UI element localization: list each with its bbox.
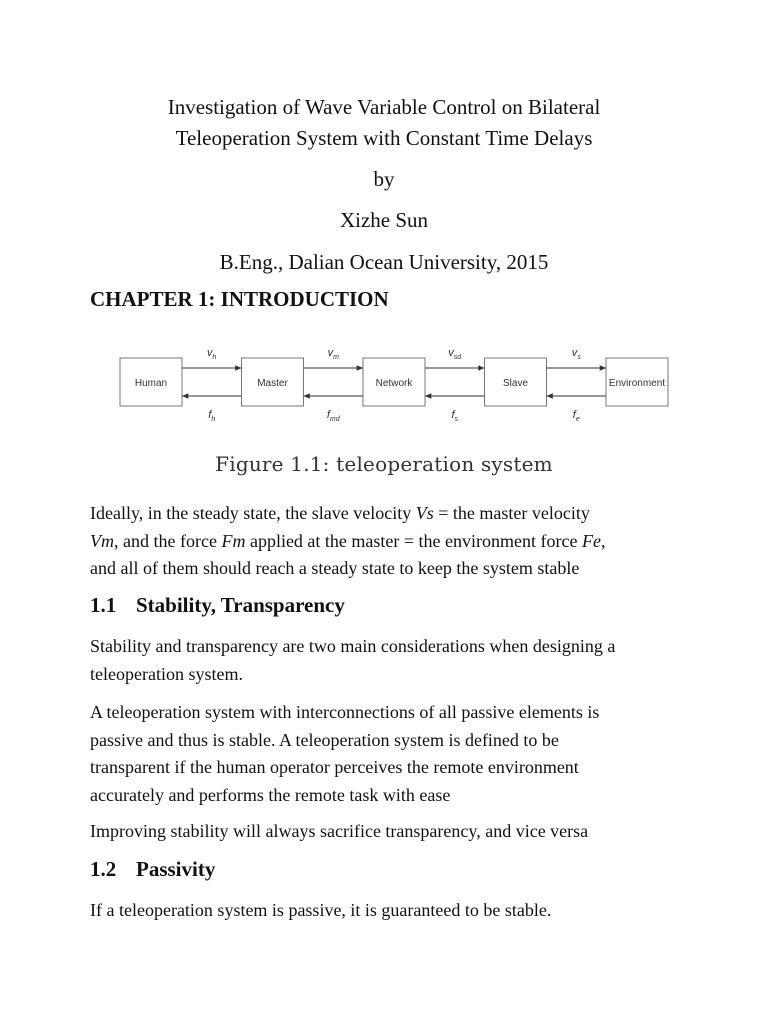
symbol-fm: Fm xyxy=(221,530,246,551)
author-name: Xizhe Sun xyxy=(339,208,429,232)
p2-line-2: teleoperation system. xyxy=(90,663,243,684)
p3-line-2: passive and thus is stable. A teleoperation system is defined to be xyxy=(90,729,559,750)
author-degree: B.Eng., Dalian Ocean University, 2015 xyxy=(219,250,549,274)
signal-label-fmd: $f_{md}$ xyxy=(326,409,340,423)
p5-line-1: If a teleoperation system is passive, it is guaranteed to be stable. xyxy=(90,900,552,920)
by-label: by xyxy=(373,167,395,191)
title-line-1: Investigation of Wave Variable Control on Bilateral xyxy=(167,95,601,119)
block-label-human: Human xyxy=(134,378,168,389)
p3-line-3: transparent if the human operator perceives the remote environment xyxy=(90,757,579,777)
p4-line-1: Improving stability will always sacrifice transparency, and vice versa xyxy=(90,821,589,841)
p1-line-3: and all of them should reach a steady state to keep the system stable xyxy=(90,558,580,578)
document-title xyxy=(90,92,678,154)
paragraph-stability-transparency xyxy=(90,633,690,688)
signal-label-vs: $v_s$ xyxy=(571,347,581,361)
section-number: 1.2 xyxy=(90,857,117,881)
paragraph-steady-state xyxy=(90,500,690,583)
section-heading-1-2 xyxy=(90,857,215,882)
block-label-master: Master xyxy=(257,378,288,389)
paragraph-passive-elements xyxy=(90,699,690,809)
p3-line-1: A teleoperation system with interconnections of all passive elements is xyxy=(90,702,600,722)
signal-label-vsd: $v_{sd}$ xyxy=(448,347,462,361)
title-line-2: Teleoperation System with Constant Time Delays xyxy=(175,126,593,150)
paragraph-passivity xyxy=(90,897,690,925)
chapter-heading: CHAPTER 1: INTRODUCTION xyxy=(90,287,389,311)
signal-label-fh: $f_h$ xyxy=(208,409,216,423)
p2-line-1: Stability and transparency are two main considerations when designing a xyxy=(90,636,616,656)
signal-label-fs: $f_s$ xyxy=(451,409,459,423)
section-heading-1-1 xyxy=(90,593,345,618)
section-title: Stability, Transparency xyxy=(136,593,345,617)
section-title: Passivity xyxy=(136,857,216,881)
paragraph-tradeoff xyxy=(90,818,690,846)
symbol-vm: Vm xyxy=(90,530,114,551)
p3-line-4: accurately and performs the remote task with ease xyxy=(90,784,451,805)
block-label-environment: Environment xyxy=(608,378,666,389)
p1-line-2: Vm, and the force Fm applied at the master = the environment force Fe, xyxy=(90,530,606,551)
section-number: 1.1 xyxy=(90,593,117,617)
signal-label-fe: $f_e$ xyxy=(572,409,580,423)
figure-caption: Figure 1.1: teleoperation system xyxy=(215,452,553,476)
symbol-vs: Vs xyxy=(415,503,434,523)
block-label-slave: Slave xyxy=(502,378,529,389)
symbol-fe: Fe xyxy=(581,530,601,551)
signal-label-vh: $v_h$ xyxy=(207,347,217,361)
block-label-network: Network xyxy=(375,378,413,389)
p1-line-1: Ideally, in the steady state, the slave velocity Vs = the master velocity xyxy=(90,503,590,523)
signal-label-vm: $v_m$ xyxy=(327,347,339,361)
